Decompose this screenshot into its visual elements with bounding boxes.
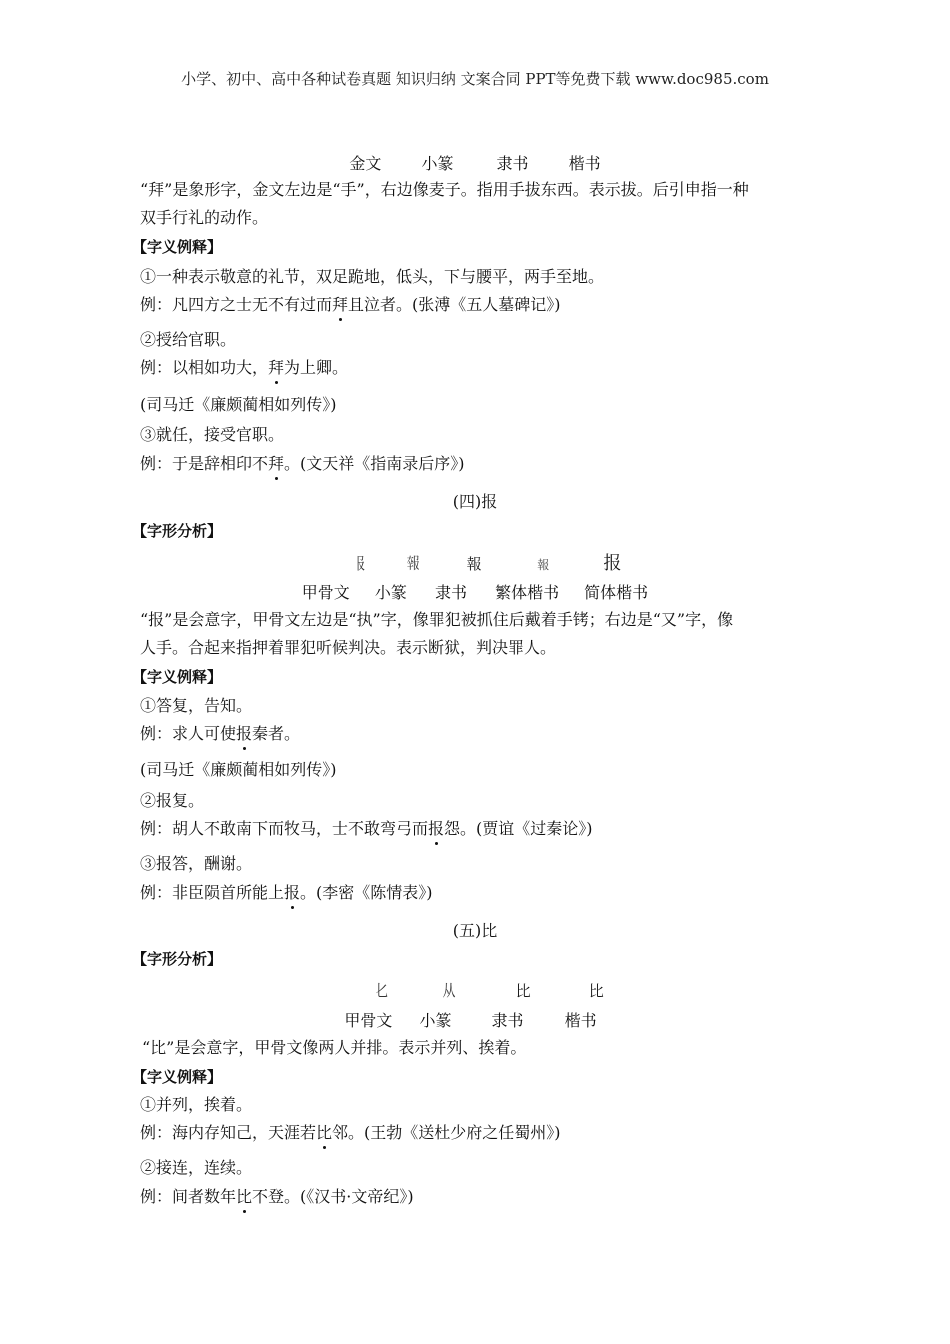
example-text: 例：非臣陨首所能上: [140, 883, 285, 902]
meaning-item: ①答复，告知。: [140, 696, 253, 715]
example-text: 。(李密《陈情表》): [300, 883, 433, 902]
label-fanti: 繁体楷书: [495, 583, 560, 602]
glyph-row: [356, 978, 616, 1001]
example-line: [140, 357, 348, 379]
example-text: 例：以相如功大，: [140, 358, 269, 377]
example-line: [140, 1122, 561, 1144]
analysis-line: “比”是会意字，甲骨文像两人并排。表示并列、挨着。: [142, 1038, 527, 1057]
label-xiaozhuan: 小篆: [374, 583, 407, 602]
example-line: [140, 723, 300, 745]
meaning-item: ③就任，接受官职。: [140, 425, 285, 444]
glyph-clerical: 比: [515, 982, 531, 1000]
example-text: 例：胡人不敢南下而牧马，士不敢弯弓而: [140, 819, 429, 838]
label-jinwen: 金文: [349, 154, 382, 173]
example-text: 怨。(贾谊《过秦论》): [444, 819, 593, 838]
emphasis-char: 报: [236, 724, 253, 743]
meaning-item: ②接连，连续。: [140, 1158, 253, 1177]
label-jiaguwen: 甲骨文: [301, 583, 350, 602]
meaning-item: ①一种表示敬意的礼节，双足跪地，低头，下与腰平，两手至地。: [140, 267, 605, 286]
script-labels: [0, 1008, 950, 1031]
page-header: 小学、初中、高中各种试卷真题 知识归纳 文案合同 PPT等免费下载 www.doc985.com: [181, 70, 769, 88]
glyph-regular: 比: [588, 982, 604, 1000]
example-line: [140, 818, 593, 840]
script-labels: [0, 151, 950, 174]
label-lishu: 隶书: [491, 1011, 524, 1030]
label-lishu: 隶书: [496, 154, 529, 173]
script-labels: [0, 580, 950, 603]
section-title: (四)报: [452, 492, 498, 511]
example-text: 例：海内存知己，天涯若: [140, 1123, 317, 1142]
label-jianti: 简体楷书: [584, 583, 649, 602]
section-title: (五)比: [452, 921, 498, 940]
analysis-line: 人手。合起来指押着罪犯听候判决。表示断狱，判决罪人。: [140, 638, 557, 657]
example-text: 例：于是辞相印不: [140, 454, 269, 473]
example-text: 邻。(王勃《送杜少府之任蜀州》): [332, 1123, 561, 1142]
label-xiaozhuan: 小篆: [421, 154, 454, 173]
example-text: 。(文天祥《指南录后序》): [284, 454, 465, 473]
example-text: 例：求人可使: [140, 724, 237, 743]
meaning-heading: 【字义例释】: [132, 668, 223, 686]
glyph-clerical: 報: [466, 555, 482, 573]
glyph-oracle: 𠬝: [354, 554, 368, 573]
label-kaishu: 楷书: [568, 154, 601, 173]
shape-heading: 【字形分析】: [132, 522, 223, 540]
emphasis-char: 拜: [268, 454, 285, 473]
label-kaishu: 楷书: [564, 1011, 597, 1030]
example-text: 不登。(《汉书·文帝纪》): [252, 1187, 414, 1206]
meaning-heading: 【字义例释】: [132, 238, 223, 256]
meaning-item: ②报复。: [140, 791, 205, 810]
glyph-oracle: 𠤎: [375, 981, 389, 1000]
emphasis-char: 拜: [268, 358, 285, 377]
label-jiaguwen: 甲骨文: [344, 1011, 393, 1030]
emphasis-char: 报: [428, 819, 445, 838]
example-text: 秦者。: [252, 724, 301, 743]
label-xiaozhuan: 小篆: [419, 1011, 452, 1030]
example-source: (司马迁《廉颇蔺相如列传》): [140, 395, 337, 414]
analysis-line: 双手行礼的动作。: [140, 208, 269, 227]
analysis-line: “报”是会意字，甲骨文左边是“执”字，像罪犯被抓住后戴着手铐；右边是“又”字，像: [140, 610, 734, 629]
example-line: [140, 294, 561, 316]
example-line: [140, 453, 465, 475]
label-lishu: 隶书: [434, 583, 467, 602]
glyph-seal: 𡙈: [406, 554, 420, 573]
meaning-item: ①并列，挨着。: [140, 1095, 253, 1114]
example-source: (司马迁《廉颇蔺相如列传》): [140, 760, 337, 779]
glyph-row: [340, 549, 630, 575]
emphasis-char: 报: [284, 883, 301, 902]
shape-heading: 【字形分析】: [132, 950, 223, 968]
emphasis-char: 拜: [332, 295, 349, 314]
analysis-line: “拜”是象形字，金文左边是“手”，右边像麦子。指用手拔东西。表示拔。后引申指一种: [140, 180, 749, 199]
meaning-item: ②授给官职。: [140, 330, 237, 349]
example-text: 例：间者数年: [140, 1187, 237, 1206]
glyph-traditional: 報: [537, 558, 550, 572]
emphasis-char: 比: [316, 1123, 333, 1142]
example-text: 且泣者。(张溥《五人墓碑记》): [348, 295, 561, 314]
example-line: [140, 1186, 414, 1208]
example-text: 例：凡四方之士无不有过而: [140, 295, 333, 314]
glyph-seal: 从: [442, 981, 456, 1000]
meaning-heading: 【字义例释】: [132, 1068, 223, 1086]
glyph-simplified: 报: [603, 553, 622, 574]
example-text: 为上卿。: [284, 358, 349, 377]
example-line: [140, 882, 433, 904]
emphasis-char: 比: [236, 1187, 253, 1206]
meaning-item: ③报答，酬谢。: [140, 854, 253, 873]
